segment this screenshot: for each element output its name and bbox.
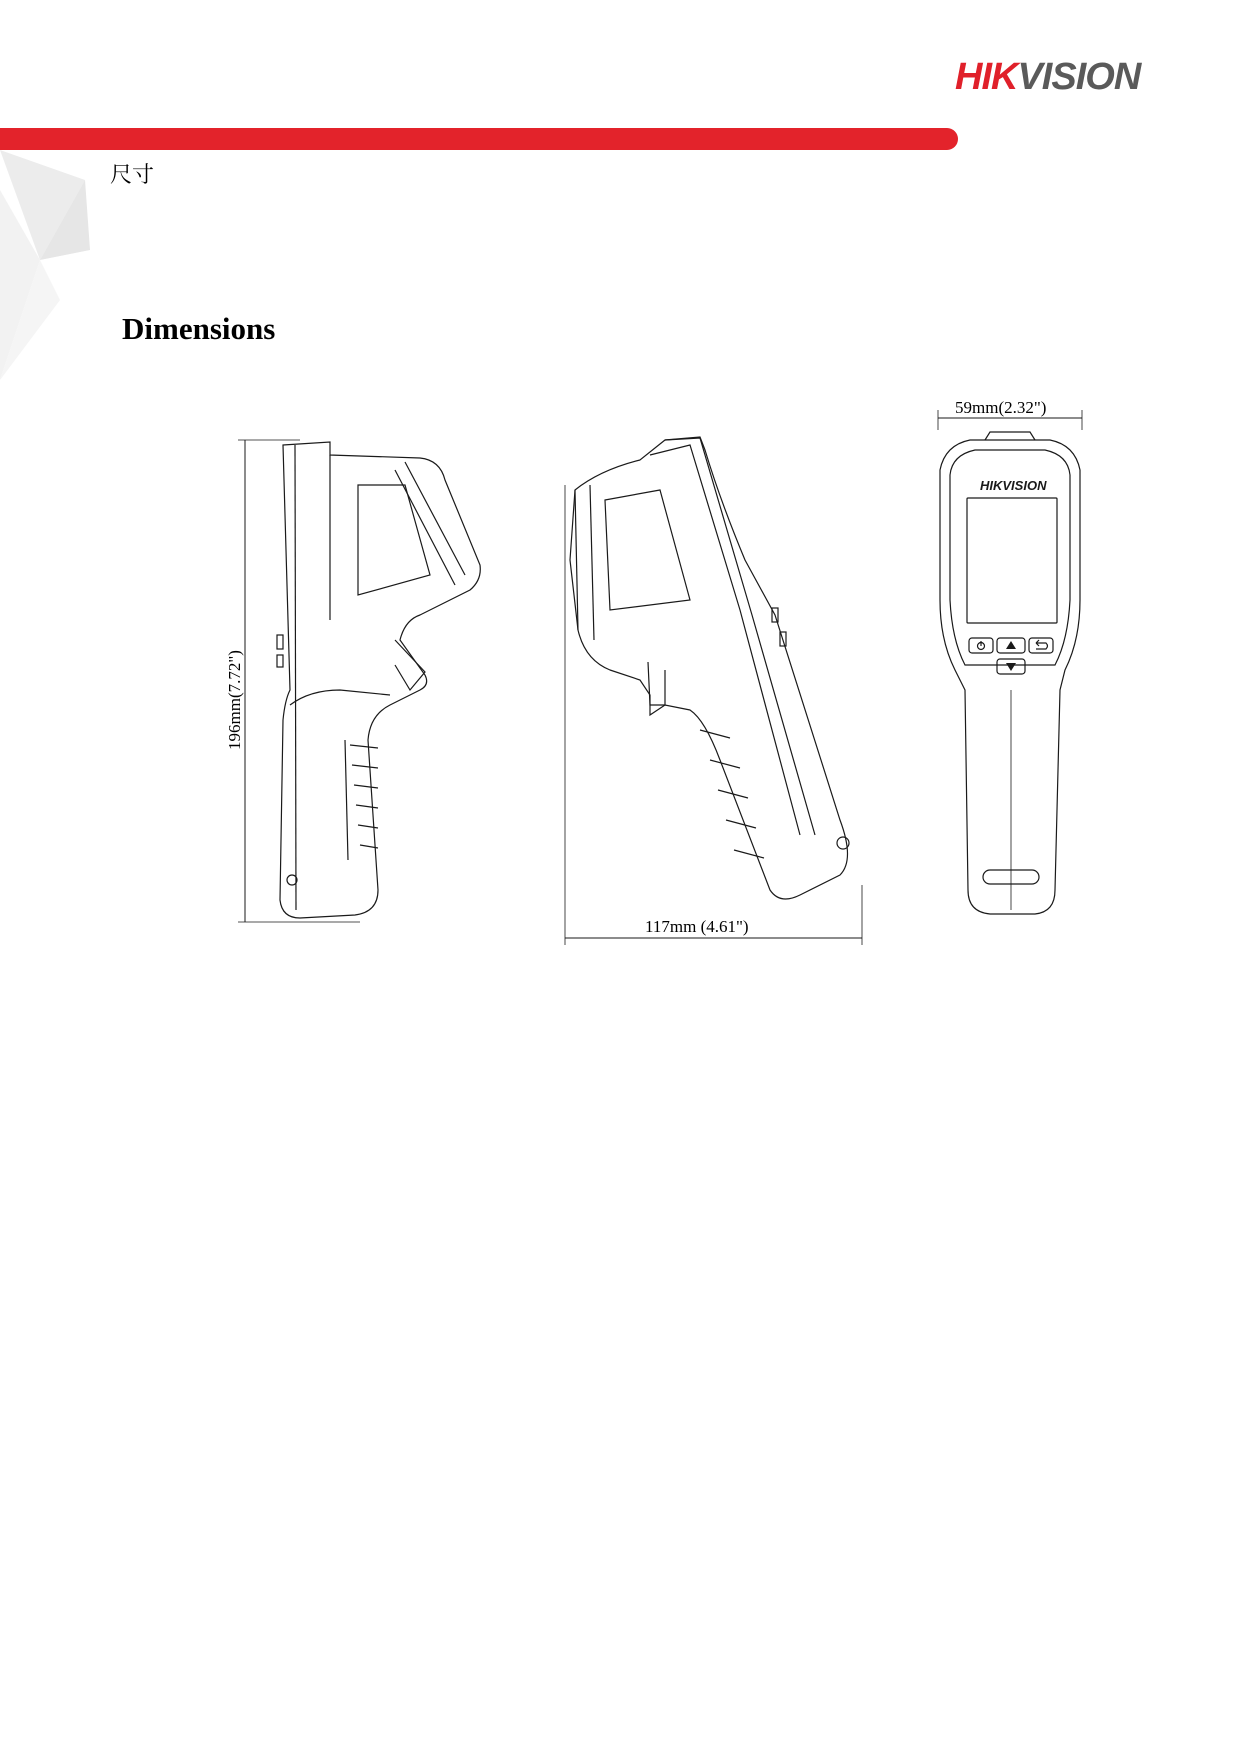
- height-dimension-label: 196mm(7.72"): [225, 650, 244, 750]
- section-title-chinese: 尺寸: [110, 163, 155, 188]
- device-brand-label: HIKVISION: [980, 478, 1047, 493]
- perspective-view: [565, 437, 862, 945]
- depth-dimension-label: 117mm (4.61"): [645, 917, 749, 936]
- width-dimension-label: 59mm(2.32"): [955, 398, 1047, 417]
- dimension-drawing: [200, 390, 1100, 950]
- decorative-polygon-graphic: [0, 150, 100, 390]
- section-title-english: Dimensions: [122, 311, 276, 346]
- hikvision-logo: [955, 55, 1140, 99]
- logo-hik: HIK: [955, 56, 1018, 98]
- logo-vision: VISION: [1017, 56, 1141, 98]
- header-red-bar: [0, 128, 958, 150]
- side-view: [238, 440, 480, 922]
